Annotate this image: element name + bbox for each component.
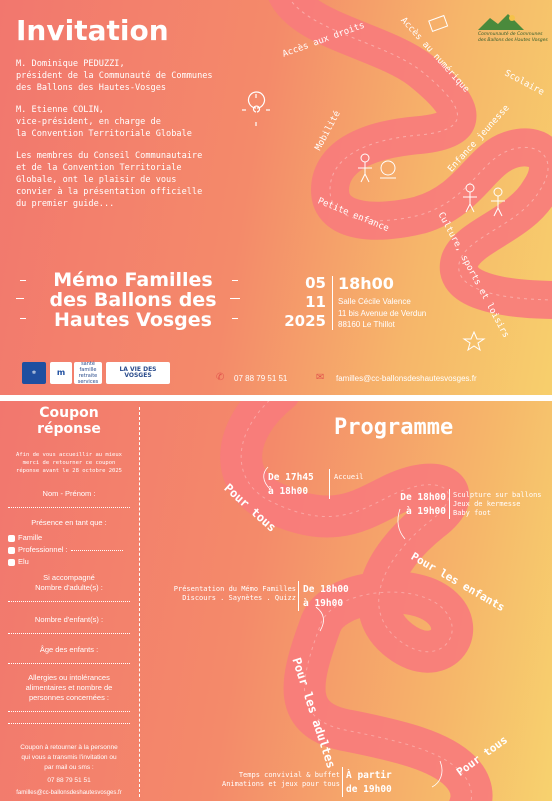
intro-line: des Ballons des Hautes-Vosges xyxy=(16,83,167,93)
programme-title: Programme xyxy=(334,415,454,440)
children-label: Nombre d'enfant(s) : xyxy=(34,615,104,624)
option-famille xyxy=(8,532,123,544)
dash-decoration xyxy=(232,280,238,281)
road-label: Pour les enfants xyxy=(408,549,508,615)
presence-label: Présence en tant que : xyxy=(31,518,107,527)
accompanied-line: Nombre d'adulte(s) : xyxy=(35,583,103,592)
partner-logo-1: ❄ xyxy=(22,362,46,384)
event-time: 18h00 xyxy=(338,274,394,293)
road-label: Pour les adultes xyxy=(289,655,339,771)
road-label: Scolaire xyxy=(502,68,546,98)
programme-activity: Temps convivial & buffet Animations et jeux pour tous xyxy=(221,771,340,788)
intro-line: M. Etienne COLIN, xyxy=(16,105,104,115)
road-label: Pour tous xyxy=(454,733,511,779)
road-label: Accès aux droits xyxy=(281,20,367,60)
allergy-input-line[interactable] xyxy=(8,723,130,724)
coupon-title-line: réponse xyxy=(37,421,101,437)
road-label: Accès au numérique xyxy=(398,15,471,95)
partner-logo-msa: santé famille retraite services xyxy=(74,362,102,384)
presence-options xyxy=(8,532,123,568)
contact-email[interactable]: familles@cc-ballonsdeshautesvosges.fr xyxy=(336,374,477,383)
programme-separator xyxy=(342,767,343,797)
venue-line: Salle Cécile Valence xyxy=(338,297,411,306)
coupon-email[interactable]: familles@cc-ballonsdeshautesvosges.fr xyxy=(16,790,122,796)
date-year: 2025 xyxy=(284,312,326,330)
coupon-title-line: Coupon xyxy=(39,405,99,421)
allergy-line: personnes concernées : xyxy=(28,693,110,702)
accompanied-line: Si accompagné xyxy=(43,573,95,582)
allergy-line: Allergies ou intolérances xyxy=(28,673,110,682)
programme-time: De 17h45 à 18h00 xyxy=(268,472,314,497)
return-line: par mail ou sms : xyxy=(44,764,94,771)
brand-text: Communauté de Communes des Ballons des Hautes Vosges xyxy=(478,32,548,43)
coupon-intro-line: Afin de vous accueillir au mieux xyxy=(16,452,122,458)
date-separator xyxy=(332,276,333,330)
road-label: Culture, sports et loisirs xyxy=(435,210,511,340)
option-label: Famille xyxy=(18,533,43,542)
memo-title-block xyxy=(18,270,248,330)
memo-line: des Ballons des xyxy=(49,289,217,311)
option-label: Professionnel : xyxy=(18,545,68,554)
star-doodle xyxy=(464,332,484,350)
return-note xyxy=(0,743,138,773)
partner-logo-2: m xyxy=(50,362,72,384)
name-label: Nom - Prénom : xyxy=(42,489,96,498)
road-label: Mobilité xyxy=(313,109,343,153)
intro-line: président de la Communauté de Communes xyxy=(16,71,213,81)
return-line: Coupon à retourner à la personne xyxy=(20,744,118,751)
venue-line: 11 bis Avenue de Verdun xyxy=(338,308,427,318)
date-day: 05 xyxy=(305,274,326,292)
event-venue xyxy=(338,296,426,331)
ages-input-line[interactable] xyxy=(8,663,130,664)
date-month: 11 xyxy=(305,293,326,311)
road-label: Petite enfance xyxy=(316,196,391,235)
coupon-cut-line xyxy=(139,407,140,797)
allergy-line: alimentaires et nombre de xyxy=(25,683,113,692)
mountain-logo-icon xyxy=(476,10,526,32)
memo-line: Mémo Familles xyxy=(53,269,213,291)
coupon-reponse xyxy=(0,401,138,801)
intro-line: vice-président, en charge de xyxy=(16,117,161,127)
famille-checkbox[interactable] xyxy=(8,535,15,542)
option-professionnel xyxy=(8,544,123,556)
intro-line: Les membres du Conseil Communautaire xyxy=(16,151,203,161)
option-elu xyxy=(8,556,123,568)
road-label: Enfance jeunesse xyxy=(446,103,512,175)
programme-activity: Accueil xyxy=(334,473,364,481)
programme-time: À partir de 19h00 xyxy=(346,770,392,795)
road-label: Pour tous xyxy=(221,480,280,535)
contact-phone: 07 88 79 51 51 xyxy=(234,374,288,383)
phone-icon: ✆ xyxy=(216,372,225,383)
ages-label: Âge des enfants : xyxy=(39,645,99,654)
invitation-text xyxy=(16,58,306,210)
intro-line: et de la Convention Territoriale xyxy=(16,163,182,173)
dash-decoration xyxy=(20,318,26,319)
programme-time: De 18h00 à 19h00 xyxy=(303,584,349,609)
professionnel-checkbox[interactable] xyxy=(8,547,15,554)
memo-line: Hautes Vosges xyxy=(54,309,212,331)
dash-decoration xyxy=(230,298,240,299)
invitation-title: Invitation xyxy=(16,14,169,47)
intro-line: convier à la présentation officielle xyxy=(16,187,203,197)
programme-activity: Sculpture sur ballons Jeux de kermesse Baby foot xyxy=(453,491,542,517)
mail-icon: ✉ xyxy=(316,372,325,383)
community-logo xyxy=(470,10,550,60)
coupon-title xyxy=(0,405,138,437)
coupon-intro-line: merci de retourner ce coupon xyxy=(22,460,116,466)
coupon-phone: 07 88 79 51 51 xyxy=(47,777,91,784)
programme-separator xyxy=(449,489,450,519)
partner-logo-vosges: LA VIE DES VOSGES xyxy=(106,362,170,384)
dash-decoration xyxy=(232,318,238,319)
intro-line: Globale, ont le plaisir de vous xyxy=(16,175,177,185)
programme-panel xyxy=(0,401,552,801)
programme-separator xyxy=(329,469,330,499)
intro-line: la Convention Territoriale Globale xyxy=(16,129,192,139)
return-line: qui vous a transmis l'invitation ou xyxy=(21,754,117,761)
intro-line: du premier guide... xyxy=(16,199,115,209)
coupon-intro-line: réponse avant le 28 octobre 2025 xyxy=(16,468,122,474)
name-input-line[interactable] xyxy=(8,507,130,508)
adults-input-line[interactable] xyxy=(8,601,130,602)
coupon-intro xyxy=(0,451,138,475)
invitation-panel xyxy=(0,0,552,395)
event-date xyxy=(270,274,326,331)
allergy-input-line[interactable] xyxy=(8,711,130,712)
elu-checkbox[interactable] xyxy=(8,559,15,566)
intro-line: M. Dominique PEDUZZI, xyxy=(16,59,125,69)
option-label: Elu xyxy=(18,557,29,566)
programme-activity: Présentation du Mémo Familles Discours . Saynètes . Quizz xyxy=(173,585,296,602)
programme-time: De 18h00 à 19h00 xyxy=(400,492,446,517)
accompanied-label xyxy=(0,573,138,593)
dash-decoration xyxy=(20,280,26,281)
venue-line: 88160 Le Thillot xyxy=(338,320,395,329)
dash-decoration xyxy=(16,298,24,299)
children-input-line[interactable] xyxy=(8,633,130,634)
allergy-label xyxy=(0,673,138,703)
programme-separator xyxy=(298,581,299,611)
